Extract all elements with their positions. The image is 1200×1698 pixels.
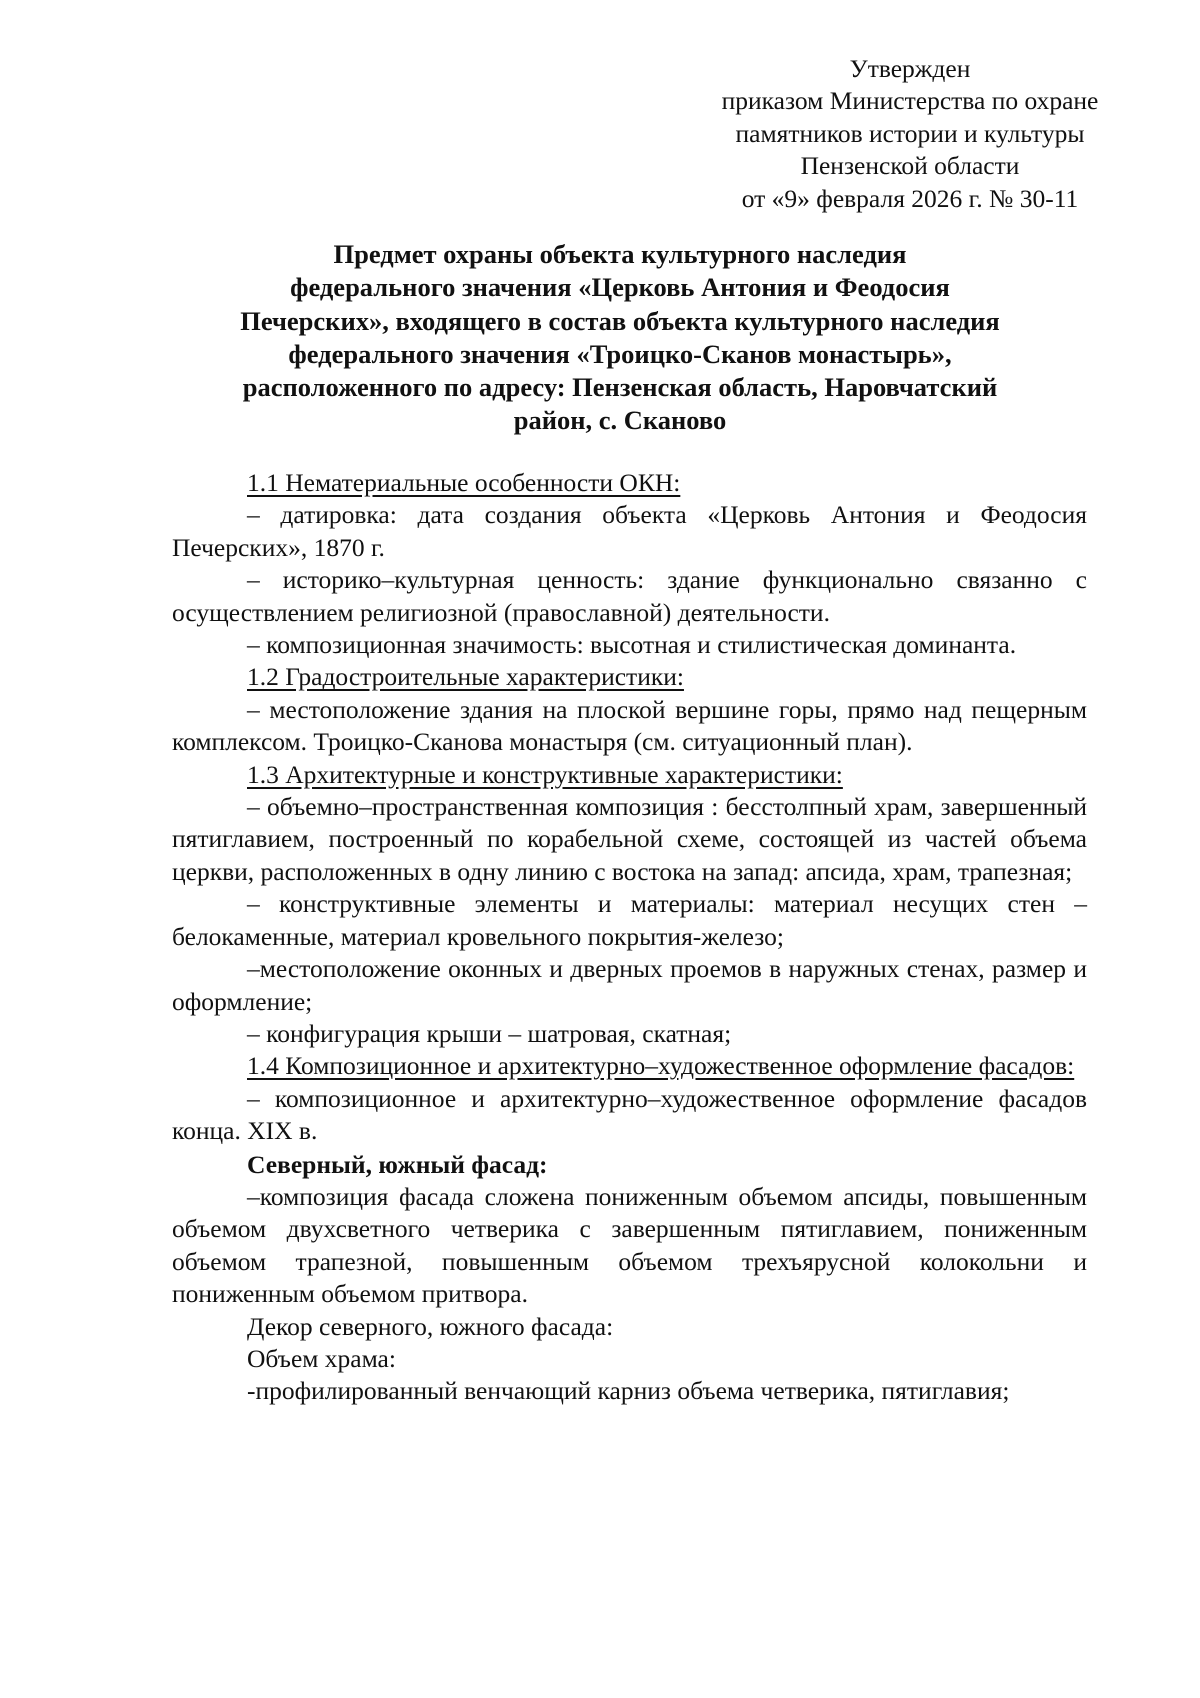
title-line: район, с. Сканово — [513, 405, 727, 436]
paragraph: –композиция фасада сложена пониженным объемом апсиды, повышенным объемом двухсветного четверика с завершенным пятиглавием, пониженным объемом трапезной, повышенным объемом трехъярусной колокольни и пониженным объемом притвора. — [172, 1181, 1087, 1309]
section-heading — [172, 661, 1087, 693]
decor-heading: Декор северного, южного фасада: — [247, 1311, 614, 1341]
document-title — [190, 238, 1050, 438]
paragraph: – конструктивные элементы и материалы: материал несущих стен – белокаменные, материал кровельного покрытия-железо; — [172, 889, 1087, 951]
approval-block — [690, 53, 1130, 215]
paragraph: – историко–культурная ценность: здание функционально связанно с осуществлением религиозной (православной) деятельности. — [172, 565, 1087, 627]
paragraph: – местоположение здания на плоской вершине горы, прямо над пещерным комплексом. Троицко-Сканова монастыря (см. ситуационный план). — [172, 694, 1087, 757]
title-line: расположенного по адресу: Пензенская область, Наровчатский — [242, 372, 998, 403]
title-line: федерального значения «Троицко-Сканов монастырь», — [288, 338, 952, 369]
paragraph: – датировка: дата создания объекта «Церковь Антония и Феодосия Печерских», 1870 г. — [172, 500, 1087, 562]
approval-line: памятников истории и культуры — [735, 118, 1085, 148]
document-body — [172, 467, 1087, 1408]
paragraph: – композиционное и архитектурно–художественное оформление фасадов конца. XIX в. — [172, 1083, 1087, 1146]
facade-heading: Северный, южный фасад: — [247, 1149, 548, 1179]
section-heading — [172, 467, 1087, 499]
approval-line: от «9» февраля 2026 г. № 30-11 — [741, 183, 1079, 213]
section-heading-text: 1.3 Архитектурные и конструктивные характеристики: — [247, 759, 843, 789]
approval-line: приказом Министерства по охране — [721, 86, 1099, 116]
title-line: федерального значения «Церковь Антония и Феодосия — [290, 272, 950, 303]
title-line: Печерских», входящего в состав объекта культурного наследия — [240, 305, 1000, 336]
approval-line: Утвержден — [849, 54, 971, 83]
section-heading: 1.4 Композиционное и архитектурно–художественное оформление фасадов: — [247, 1051, 1075, 1081]
section-heading-text: 1.2 Градостроительные характеристики: — [247, 662, 684, 692]
volume-heading: Объем храма: — [247, 1343, 396, 1373]
approval-line: Пензенской области — [800, 151, 1020, 181]
paragraph: – объемно–пространственная композиция : бесстолпный храм, завершенный пятиглавием, построенный по корабельной схеме, состоящей из частей объема церкви, расположенных в одну линию с востока на запад: апсида, храм, трапезная; — [172, 792, 1087, 886]
section-heading — [172, 759, 1087, 791]
paragraph: -профилированный венчающий карниз объема четверика, пятиглавия; — [247, 1376, 1010, 1406]
section-heading-text: 1.1 Нематериальные особенности ОКН: — [247, 468, 681, 497]
title-line: Предмет охраны объекта культурного наследия — [333, 239, 907, 269]
paragraph: – композиционная значимость: высотная и стилистическая доминанта. — [247, 630, 1017, 660]
paragraph: –местоположение оконных и дверных проемов в наружных стенах, размер и оформление; — [172, 954, 1087, 1016]
paragraph: – конфигурация крыши – шатровая, скатная; — [247, 1018, 732, 1048]
